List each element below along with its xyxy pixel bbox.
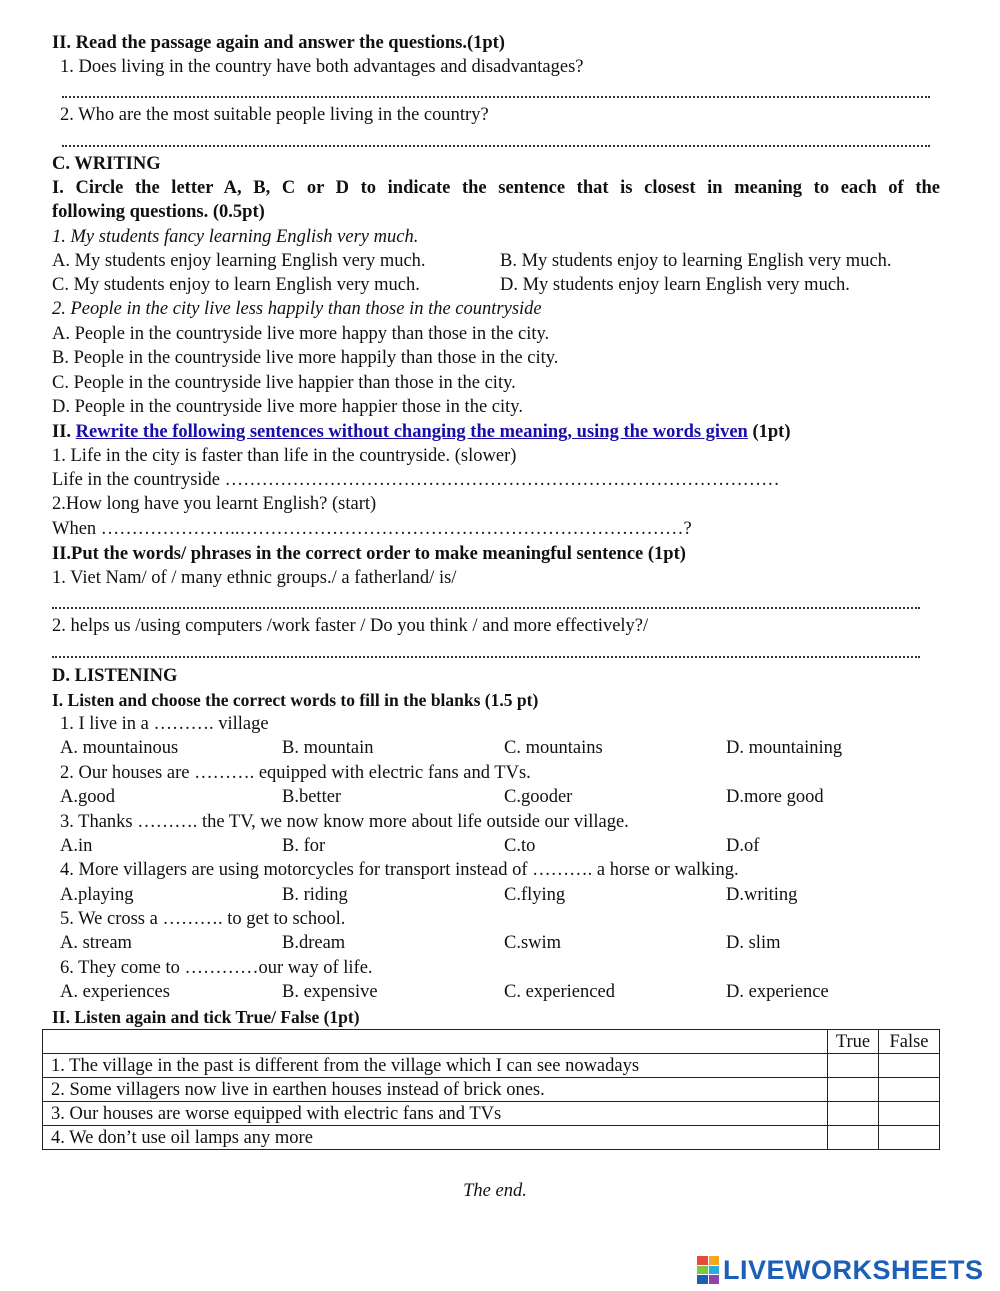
heading-points: . (0.5pt) — [203, 202, 265, 222]
listen-q6-option-d[interactable]: D. experience — [726, 982, 829, 1002]
false-checkbox-2[interactable] — [879, 1078, 940, 1102]
listen-q3: 3. Thanks ………. the TV, we now know more about life outside our village. — [60, 812, 629, 832]
listen-q3-option-c[interactable]: C.to — [504, 836, 536, 856]
mc-q2-option-d[interactable]: D. People in the countryside live more happier those in the city. — [52, 397, 523, 417]
false-checkbox-1[interactable] — [879, 1054, 940, 1078]
table-header-false: False — [879, 1030, 940, 1054]
mc-q2-option-b[interactable]: B. People in the countryside live more happily than those in the city. — [52, 348, 559, 368]
listen-q5-option-a[interactable]: A. stream — [60, 933, 132, 953]
statement-2: 2. Some villagers now live in earthen houses instead of brick ones. — [43, 1078, 828, 1102]
writing-heading: C. WRITING — [52, 154, 161, 174]
reading-question-1: 1. Does living in the country have both advantages and disadvantages? — [60, 57, 584, 77]
statement-1: 1. The village in the past is different from the village which I can see nowadays — [43, 1054, 828, 1078]
answer-line[interactable] — [62, 96, 930, 98]
reading-question-2: 2. Who are the most suitable people living in the country? — [60, 105, 489, 125]
listen-q2-option-b[interactable]: B.better — [282, 787, 342, 807]
mc-q1-prompt: 1. My students fancy learning English very much. — [52, 227, 419, 247]
listen-q1-option-c[interactable]: C. mountains — [504, 738, 603, 758]
listen-q4: 4. More villagers are using motorcycles for transport instead of ………. a horse or walking. — [60, 860, 739, 880]
listen-q5-option-c[interactable]: C.swim — [504, 933, 562, 953]
mc-q1-option-c[interactable]: C. My students enjoy to learn English very much. — [52, 275, 420, 295]
reorder-q1: 1. Viet Nam/ of / many ethnic groups./ a fatherland/ is/ — [52, 568, 457, 588]
part2-prefix: II. — [52, 422, 72, 442]
rewrite-q2-answer[interactable]: When …………………..………………………………………………………………? — [52, 519, 692, 539]
answer-line[interactable] — [52, 607, 920, 609]
true-false-table — [42, 1029, 940, 1150]
rewrite-instructions-link[interactable]: Rewrite the following sentences without changing the meaning, using the words given — [75, 422, 748, 442]
mc-q2-prompt: 2. People in the city live less happily than those in the countryside — [52, 299, 542, 319]
listen-q4-option-c[interactable]: C.flying — [504, 885, 566, 905]
writing-part1-heading: I. Circle the letter A, B, C or D to indicate the sentence that is closest in meaning to each of the — [52, 178, 940, 198]
statement-4: 4. We don’t use oil lamps any more — [43, 1126, 828, 1150]
table-row — [43, 1102, 940, 1126]
listen-q4-option-a[interactable]: A.playing — [60, 885, 134, 905]
answer-line[interactable] — [62, 145, 930, 147]
false-checkbox-4[interactable] — [879, 1126, 940, 1150]
listen-q2-option-c[interactable]: C.gooder — [504, 787, 573, 807]
mc-q1-option-b[interactable]: B. My students enjoy to learning English very much. — [500, 251, 892, 271]
mc-q2-option-a[interactable]: A. People in the countryside live more happy than those in the city. — [52, 324, 550, 344]
listen-q3-option-b[interactable]: B. for — [282, 836, 326, 856]
listen-q3-option-a[interactable]: A.in — [60, 836, 93, 856]
listen-q5-option-d[interactable]: D. slim — [726, 933, 781, 953]
true-checkbox-4[interactable] — [828, 1126, 879, 1150]
listen-q6-option-a[interactable]: A. experiences — [60, 982, 170, 1002]
reorder-q2: 2. helps us /using computers /work faster / Do you think / and more effectively?/ — [52, 616, 649, 636]
listening-part2-heading: II. Listen again and tick True/ False (1pt) — [52, 1007, 360, 1027]
rewrite-q2: 2.How long have you learnt English? (start) — [52, 494, 377, 514]
listen-q2-option-a[interactable]: A.good — [60, 787, 115, 807]
listen-q2: 2. Our houses are ………. equipped with electric fans and TVs. — [60, 763, 531, 783]
part2-points: (1pt) — [752, 422, 791, 442]
table-header-statement — [43, 1030, 828, 1054]
listen-q6-option-b[interactable]: B. expensive — [282, 982, 378, 1002]
listen-q6-option-c[interactable]: C. experienced — [504, 982, 615, 1002]
listen-q5-option-b[interactable]: B.dream — [282, 933, 346, 953]
mc-q1-option-a[interactable]: A. My students enjoy learning English very much. — [52, 251, 426, 271]
false-checkbox-3[interactable] — [879, 1102, 940, 1126]
reading-heading: II. Read the passage again and answer the questions.(1pt) — [52, 33, 505, 53]
listen-q3-option-d[interactable]: D.of — [726, 836, 760, 856]
table-row — [43, 1126, 940, 1150]
the-end-text: The end. — [463, 1181, 527, 1201]
rewrite-q1-answer[interactable]: Life in the countryside ……………………………………………………………………………… — [52, 470, 780, 490]
table-header-row — [43, 1030, 940, 1054]
writing-part2-heading — [52, 421, 790, 443]
table-row — [43, 1054, 940, 1078]
table-header-true: True — [828, 1030, 879, 1054]
table-row — [43, 1078, 940, 1102]
true-checkbox-1[interactable] — [828, 1054, 879, 1078]
heading-bold-part: following questions — [52, 202, 204, 222]
listen-q5: 5. We cross a ………. to get to school. — [60, 909, 346, 929]
mc-q1-option-d[interactable]: D. My students enjoy learn English very much. — [500, 275, 850, 295]
listening-part1-heading: I. Listen and choose the correct words to fill in the blanks (1.5 pt) — [52, 690, 539, 710]
listen-q1-option-a[interactable]: A. mountainous — [60, 738, 179, 758]
true-checkbox-3[interactable] — [828, 1102, 879, 1126]
logo-text: LIVEWORKSHEETS — [723, 1254, 984, 1285]
logo-icon — [697, 1256, 719, 1284]
listen-q2-option-d[interactable]: D.more good — [726, 787, 824, 807]
listen-q1-option-d[interactable]: D. mountaining — [726, 738, 843, 758]
answer-line[interactable] — [52, 656, 920, 658]
listen-q1: 1. I live in a ………. village — [60, 714, 269, 734]
listen-q1-option-b[interactable]: B. mountain — [282, 738, 374, 758]
writing-part1-heading-cont — [52, 201, 265, 223]
true-checkbox-2[interactable] — [828, 1078, 879, 1102]
listen-q6: 6. They come to …………our way of life. — [60, 958, 373, 978]
listening-heading: D. LISTENING — [52, 666, 178, 686]
liveworksheets-logo — [697, 1253, 984, 1287]
mc-q2-option-c[interactable]: C. People in the countryside live happier than those in the city. — [52, 373, 516, 393]
listen-q4-option-d[interactable]: D.writing — [726, 885, 798, 905]
rewrite-q1: 1. Life in the city is faster than life in the countryside. (slower) — [52, 446, 517, 466]
writing-part3-heading: II.Put the words/ phrases in the correct order to make meaningful sentence (1pt) — [52, 544, 686, 564]
listen-q4-option-b[interactable]: B. riding — [282, 885, 348, 905]
statement-3: 3. Our houses are worse equipped with electric fans and TVs — [43, 1102, 828, 1126]
